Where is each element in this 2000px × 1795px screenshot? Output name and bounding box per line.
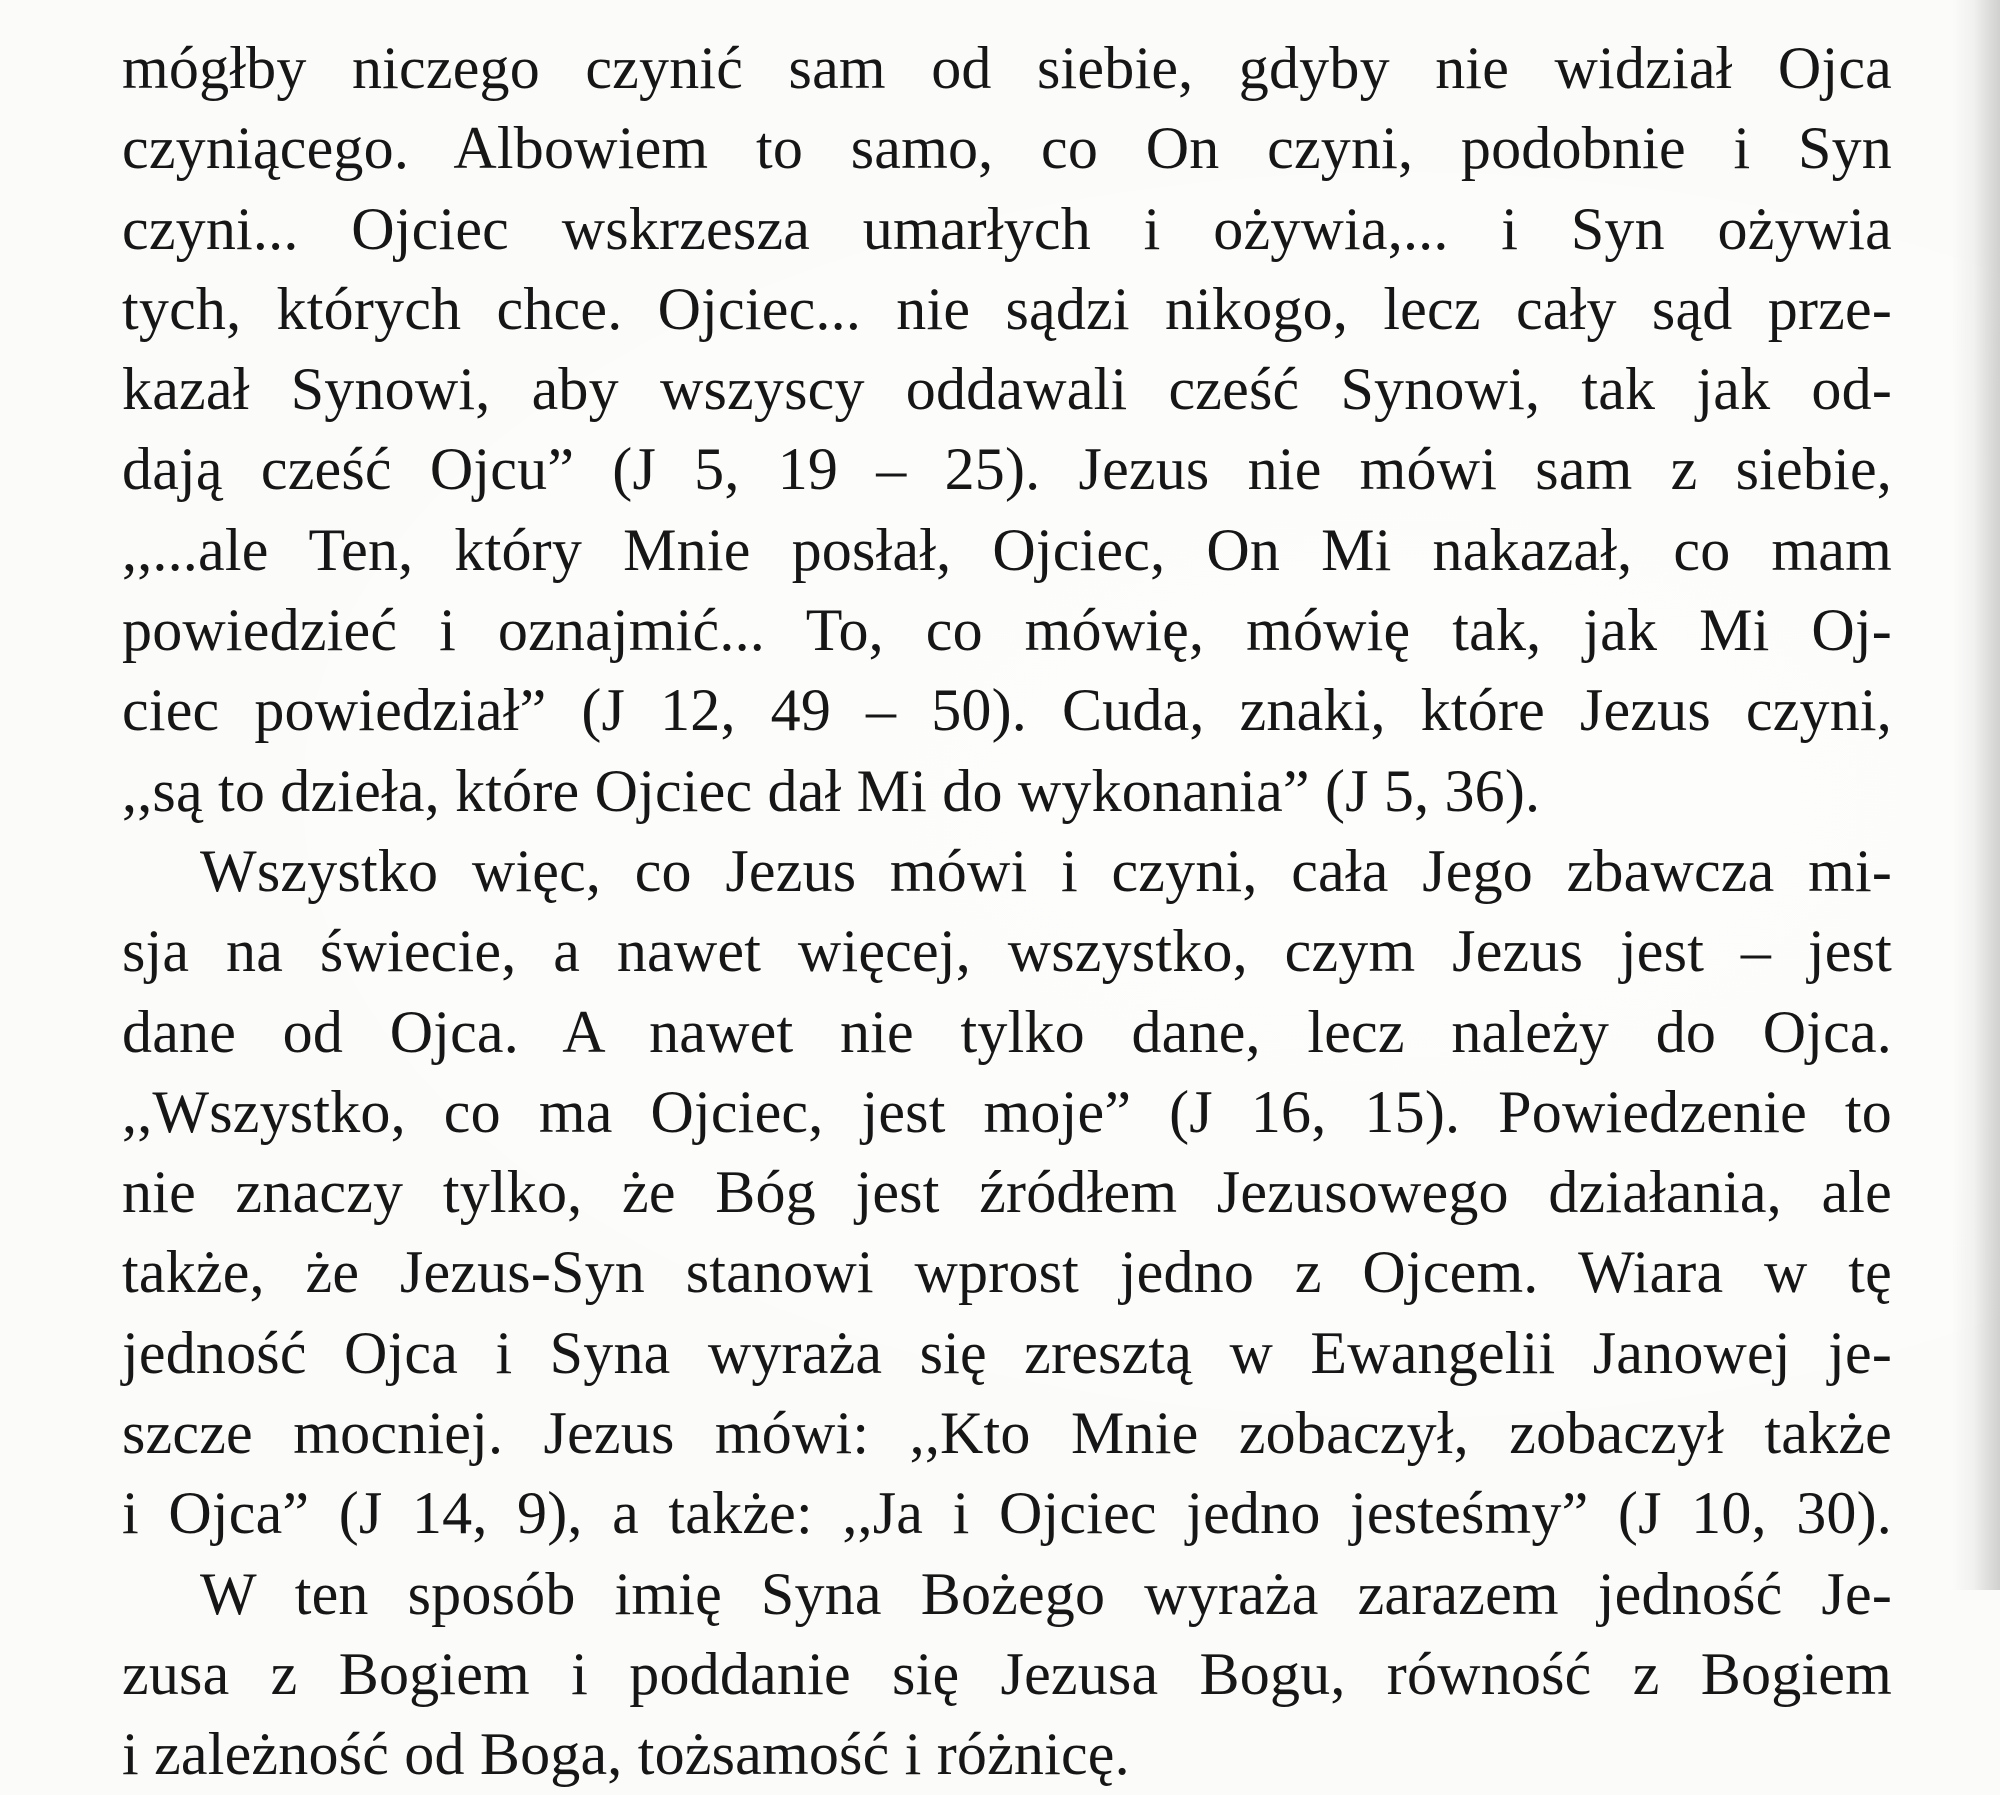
text-line: tych, których chce. Ojciec... nie sądzi nikogo, lecz cały sąd prze- (122, 275, 1892, 342)
text-line: nie znaczy tylko, że Bóg jest źródłem Jezusowego działania, ale (122, 1159, 1892, 1226)
text-line: ,,Wszystko, co ma Ojciec, jest moje” (J 16, 15). Powiedzenie to (122, 1078, 1892, 1145)
paragraph-start-line: Wszystko więc, co Jezus mówi i czyni, cała Jego zbawcza mi- (200, 837, 1892, 904)
text-line: szcze mocniej. Jezus mówi: ,,Kto Mnie zobaczył, zobaczył także (122, 1400, 1892, 1467)
text-line: dane od Ojca. A nawet nie tylko dane, lecz należy do Ojca. (122, 998, 1892, 1065)
text-line: jedność Ojca i Syna wyraża się zresztą w Ewangelii Janowej je- (122, 1319, 1892, 1386)
paragraph-start-line: W ten sposób imię Syna Bożego wyraża zarazem jedność Je- (200, 1560, 1892, 1627)
text-line: dają cześć Ojcu” (J 5, 19 – 25). Jezus nie mówi sam z siebie, (122, 436, 1892, 503)
text-line: mógłby niczego czynić sam od siebie, gdyby nie widział Ojca (122, 35, 1892, 101)
page-edge-shadow (1974, 0, 2000, 1590)
text-line: czyniącego. Albowiem to samo, co On czyni, podobnie i Syn (122, 115, 1892, 182)
text-line: ciec powiedział” (J 12, 49 – 50). Cuda, znaki, które Jezus czyni, (122, 677, 1892, 744)
text-line: czyni... Ojciec wskrzesza umarłych i ożywia,... i Syn ożywia (122, 195, 1892, 262)
text-line: ,,...ale Ten, który Mnie posłał, Ojciec, On Mi nakazał, co mam (122, 516, 1892, 583)
text-line: i Ojca” (J 14, 9), a także: ,,Ja i Ojciec jedno jesteśmy” (J 10, 30). (122, 1480, 1892, 1547)
paragraph-end-line: ,,są to dzieła, które Ojciec dał Mi do wykonania” (J 5, 36). (122, 757, 1541, 824)
text-line: kazał Synowi, aby wszyscy oddawali cześć Synowi, tak jak od- (122, 356, 1892, 423)
paragraph-end-line: i zależność od Boga, tożsamość i różnicę. (122, 1721, 1130, 1788)
text-line: także, że Jezus-Syn stanowi wprost jedno z Ojcem. Wiara w tę (122, 1239, 1892, 1306)
text-line: zusa z Bogiem i poddanie się Jezusa Bogu, równość z Bogiem (122, 1640, 1892, 1707)
text-line: powiedzieć i oznajmić... To, co mówię, mówię tak, jak Mi Oj- (122, 597, 1892, 664)
text-line: sja na świecie, a nawet więcej, wszystko, czym Jezus jest – jest (122, 918, 1892, 985)
body-text (122, 28, 1892, 1795)
